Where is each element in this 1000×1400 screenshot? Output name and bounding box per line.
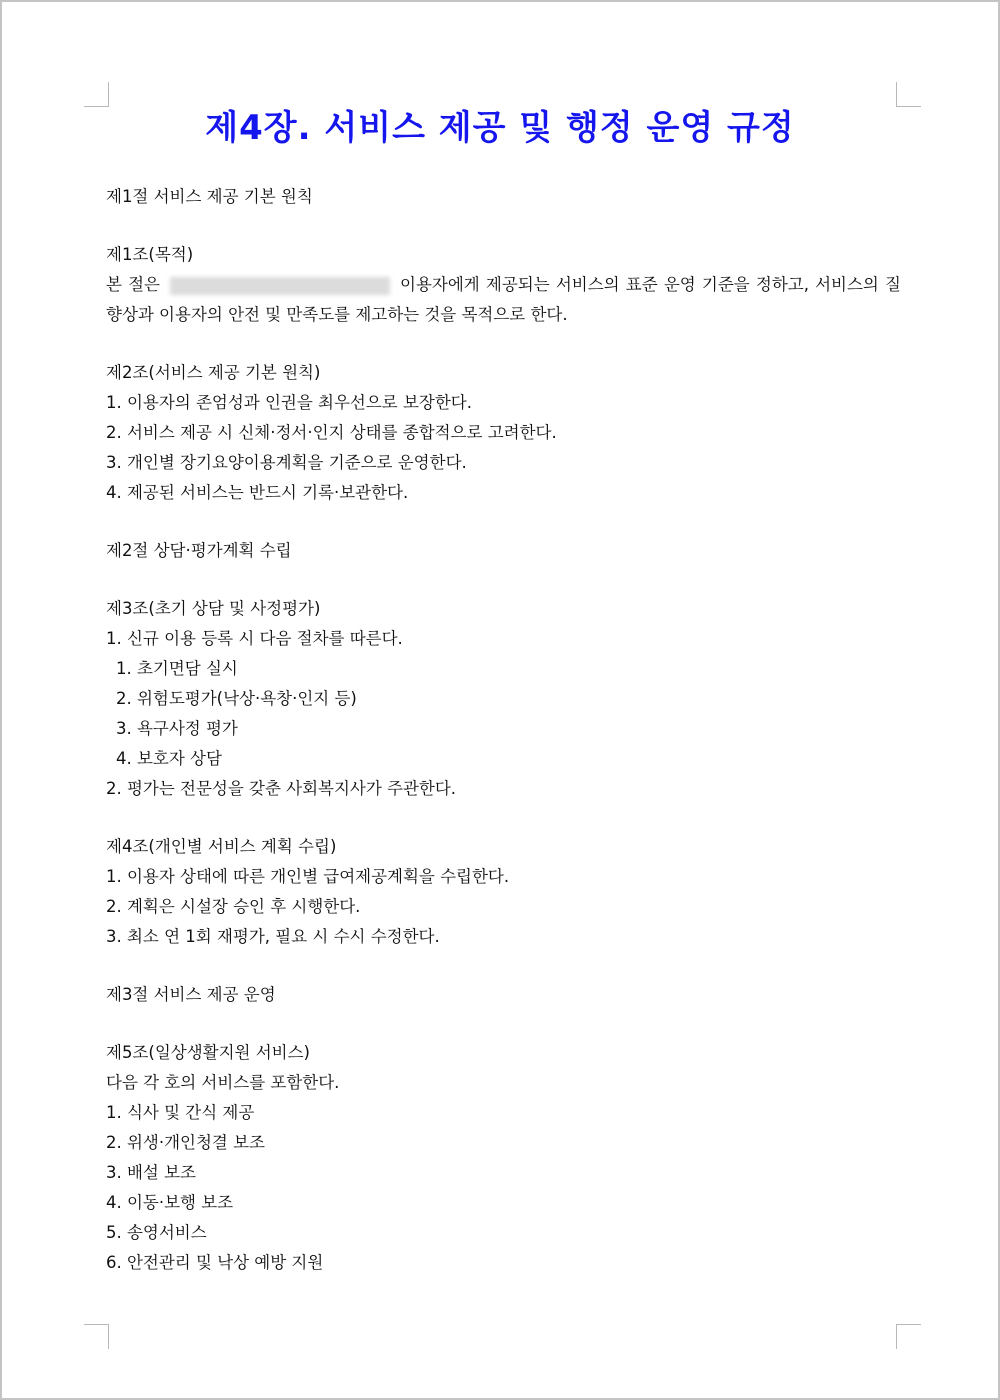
list-item: 3. 개인별 장기요양이용계획을 기준으로 운영한다. [106,453,467,472]
article-intro: 다음 각 호의 서비스를 포함한다. [106,1073,340,1092]
list-item: 1. 이용자 상태에 따른 개인별 급여제공계획을 수립한다. [106,867,510,886]
list-item: 1. 식사 및 간식 제공 [106,1103,255,1122]
section-heading: 제1절 서비스 제공 기본 원칙 [106,187,313,206]
article-heading: 제3조(초기 상담 및 사정평가) [106,599,321,618]
sub-list-item: 4. 보호자 상담 [116,749,222,768]
list-item: 2. 계획은 시설장 승인 후 시행한다. [106,897,361,916]
paragraph-text-start: 본 절은 [106,275,160,294]
list-item: 1. 이용자의 존엄성과 인권을 최우선으로 보장한다. [106,393,472,412]
list-item: 1. 신규 이용 등록 시 다음 절차를 따른다. [106,629,403,648]
paragraph-text-end: 이용자에게 제공되는 서비스의 표준 운영 기준을 정하고, 서비스의 질 향상과 이용자의 안전 및 만족도를 제고하는 것을 목적으로 한다. [106,275,901,324]
sub-list-item: 1. 초기면담 실시 [116,659,238,678]
corner-mark-bottom-left [84,1324,109,1349]
list-item: 2. 서비스 제공 시 신체·정서·인지 상태를 종합적으로 고려한다. [106,423,557,442]
article-heading: 제4조(개인별 서비스 계획 수립) [106,837,337,856]
list-item: 3. 최소 연 1회 재평가, 필요 시 수시 수정한다. [106,927,440,946]
redacted-text [170,277,390,295]
article-paragraph [106,270,901,330]
section-heading: 제3절 서비스 제공 운영 [106,985,276,1004]
list-item: 3. 배설 보조 [106,1163,196,1182]
section-heading: 제2절 상담·평가계획 수립 [106,541,292,560]
sub-list-item: 2. 위험도평가(낙상·욕창·인지 등) [116,689,357,708]
article-heading: 제1조(목적) [106,245,194,264]
article-heading: 제2조(서비스 제공 기본 원칙) [106,363,321,382]
list-item: 4. 제공된 서비스는 반드시 기록·보관한다. [106,483,409,502]
list-item: 2. 위생·개인청결 보조 [106,1133,265,1152]
document-body [106,182,901,1278]
article-heading: 제5조(일상생활지원 서비스) [106,1043,310,1062]
sub-list-item: 3. 욕구사정 평가 [116,719,238,738]
page-title: 제4장. 서비스 제공 및 행정 운영 규정 [205,108,795,148]
list-item: 5. 송영서비스 [106,1223,207,1242]
list-item: 4. 이동·보행 보조 [106,1193,234,1212]
list-item: 6. 안전관리 및 낙상 예방 지원 [106,1253,324,1272]
corner-mark-bottom-right [896,1324,921,1349]
list-item: 2. 평가는 전문성을 갖춘 사회복지사가 주관한다. [106,779,457,798]
